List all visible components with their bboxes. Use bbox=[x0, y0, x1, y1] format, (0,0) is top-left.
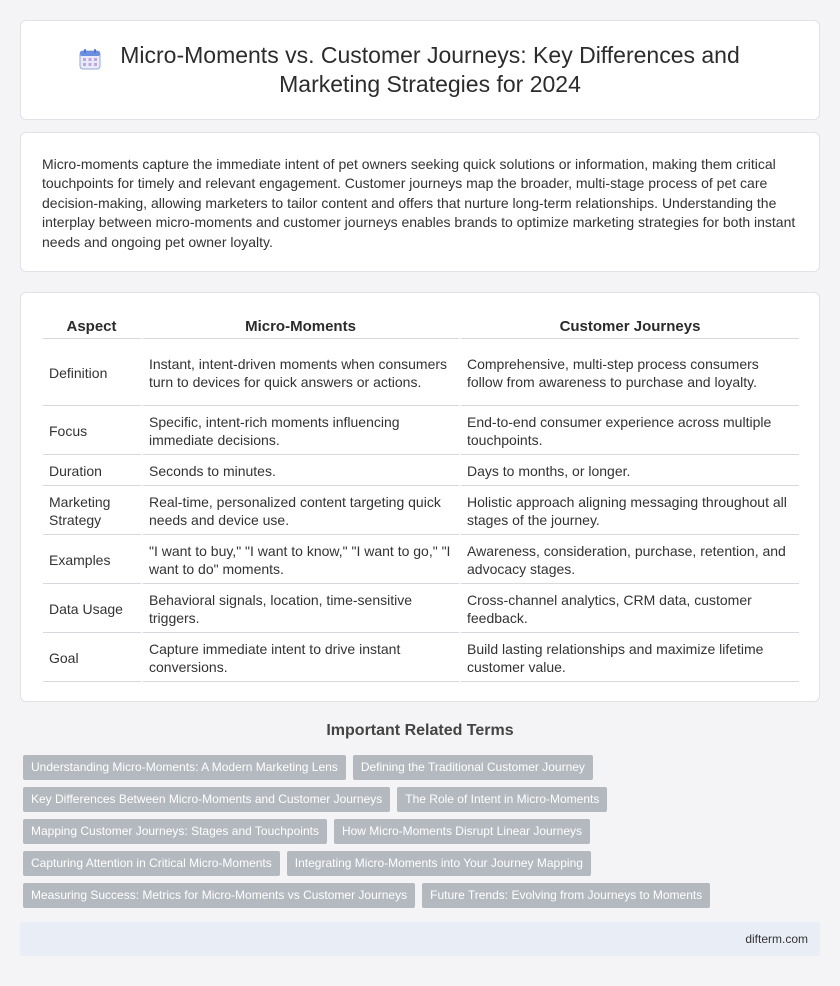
row-customer-journeys: Comprehensive, multi-step process consumers follow from awareness to purchase and loyalty. bbox=[461, 339, 799, 406]
tag-row bbox=[23, 819, 823, 844]
row-micro-moments: Instant, intent-driven moments when consumers turn to devices for quick answers or actions. bbox=[143, 339, 461, 406]
header-micro-moments: Micro-Moments bbox=[143, 313, 461, 339]
related-term-tag[interactable]: Capturing Attention in Critical Micro-Moments bbox=[23, 851, 280, 876]
row-customer-journeys: Holistic approach aligning messaging throughout all stages of the journey. bbox=[461, 486, 799, 535]
row-aspect: Data Usage bbox=[43, 584, 143, 633]
related-terms-list bbox=[23, 755, 823, 915]
table-row bbox=[43, 486, 799, 535]
related-term-tag[interactable]: Measuring Success: Metrics for Micro-Moments vs Customer Journeys bbox=[23, 883, 415, 908]
table-row bbox=[43, 535, 799, 584]
row-micro-moments: Real-time, personalized content targeting quick needs and device use. bbox=[143, 486, 461, 535]
tag-row bbox=[23, 755, 823, 780]
row-micro-moments: Seconds to minutes. bbox=[143, 455, 461, 486]
row-micro-moments: Behavioral signals, location, time-sensitive triggers. bbox=[143, 584, 461, 633]
table-header-row bbox=[43, 313, 799, 339]
related-term-tag[interactable]: Future Trends: Evolving from Journeys to Moments bbox=[422, 883, 710, 908]
row-customer-journeys: Cross-channel analytics, CRM data, customer feedback. bbox=[461, 584, 799, 633]
row-micro-moments: Specific, intent-rich moments influencing immediate decisions. bbox=[143, 406, 461, 455]
row-aspect: Duration bbox=[43, 455, 143, 486]
table-row bbox=[43, 584, 799, 633]
table-row bbox=[43, 633, 799, 682]
row-aspect: Definition bbox=[43, 339, 143, 406]
row-aspect: Marketing Strategy bbox=[43, 486, 143, 535]
row-aspect: Focus bbox=[43, 406, 143, 455]
row-aspect: Examples bbox=[43, 535, 143, 584]
related-term-tag[interactable]: Defining the Traditional Customer Journey bbox=[353, 755, 593, 780]
tag-row bbox=[23, 851, 823, 876]
row-micro-moments: "I want to buy," "I want to know," "I want to go," "I want to do" moments. bbox=[143, 535, 461, 584]
row-customer-journeys: Build lasting relationships and maximize lifetime customer value. bbox=[461, 633, 799, 682]
related-term-tag[interactable]: Understanding Micro-Moments: A Modern Marketing Lens bbox=[23, 755, 346, 780]
comparison-table bbox=[43, 313, 799, 682]
table-row bbox=[43, 406, 799, 455]
row-micro-moments: Capture immediate intent to drive instant conversions. bbox=[143, 633, 461, 682]
header-aspect: Aspect bbox=[43, 313, 143, 339]
footer-site-link[interactable]: difterm.com bbox=[745, 932, 808, 946]
row-customer-journeys: Days to months, or longer. bbox=[461, 455, 799, 486]
row-customer-journeys: Awareness, consideration, purchase, retention, and advocacy stages. bbox=[461, 535, 799, 584]
table-row bbox=[43, 455, 799, 486]
intro-paragraph: Micro-moments capture the immediate intent of pet owners seeking quick solutions or information, making them critical touchpoints for timely and relevant engagement. Customer journeys map the broader, multi-stage process of pet care decision-making, allowing marketers to tailor content and offers that nurture long-term relationships. Understanding the interplay between micro-moments and customer journeys enables brands to optimize marketing strategies for both instant needs and ongoing pet owner loyalty. bbox=[42, 156, 796, 250]
row-customer-journeys: End-to-end consumer experience across multiple touchpoints. bbox=[461, 406, 799, 455]
header-customer-journeys: Customer Journeys bbox=[461, 313, 799, 339]
related-term-tag[interactable]: Integrating Micro-Moments into Your Journey Mapping bbox=[287, 851, 591, 876]
row-aspect: Goal bbox=[43, 633, 143, 682]
footer-bar bbox=[20, 922, 820, 956]
page-title: Micro-Moments vs. Customer Journeys: Key Differences and Marketing Strategies for 2024 bbox=[120, 42, 740, 97]
related-term-tag[interactable]: Mapping Customer Journeys: Stages and Touchpoints bbox=[23, 819, 327, 844]
intro-card bbox=[20, 132, 820, 272]
related-term-tag[interactable]: Key Differences Between Micro-Moments and Customer Journeys bbox=[23, 787, 390, 812]
table-row bbox=[43, 339, 799, 406]
tag-row bbox=[23, 883, 823, 908]
related-term-tag[interactable]: The Role of Intent in Micro-Moments bbox=[397, 787, 607, 812]
title-card bbox=[20, 20, 820, 120]
tag-row bbox=[23, 787, 823, 812]
related-term-tag[interactable]: How Micro-Moments Disrupt Linear Journeys bbox=[334, 819, 590, 844]
related-terms-heading: Important Related Terms bbox=[326, 722, 514, 739]
comparison-card bbox=[20, 292, 820, 702]
